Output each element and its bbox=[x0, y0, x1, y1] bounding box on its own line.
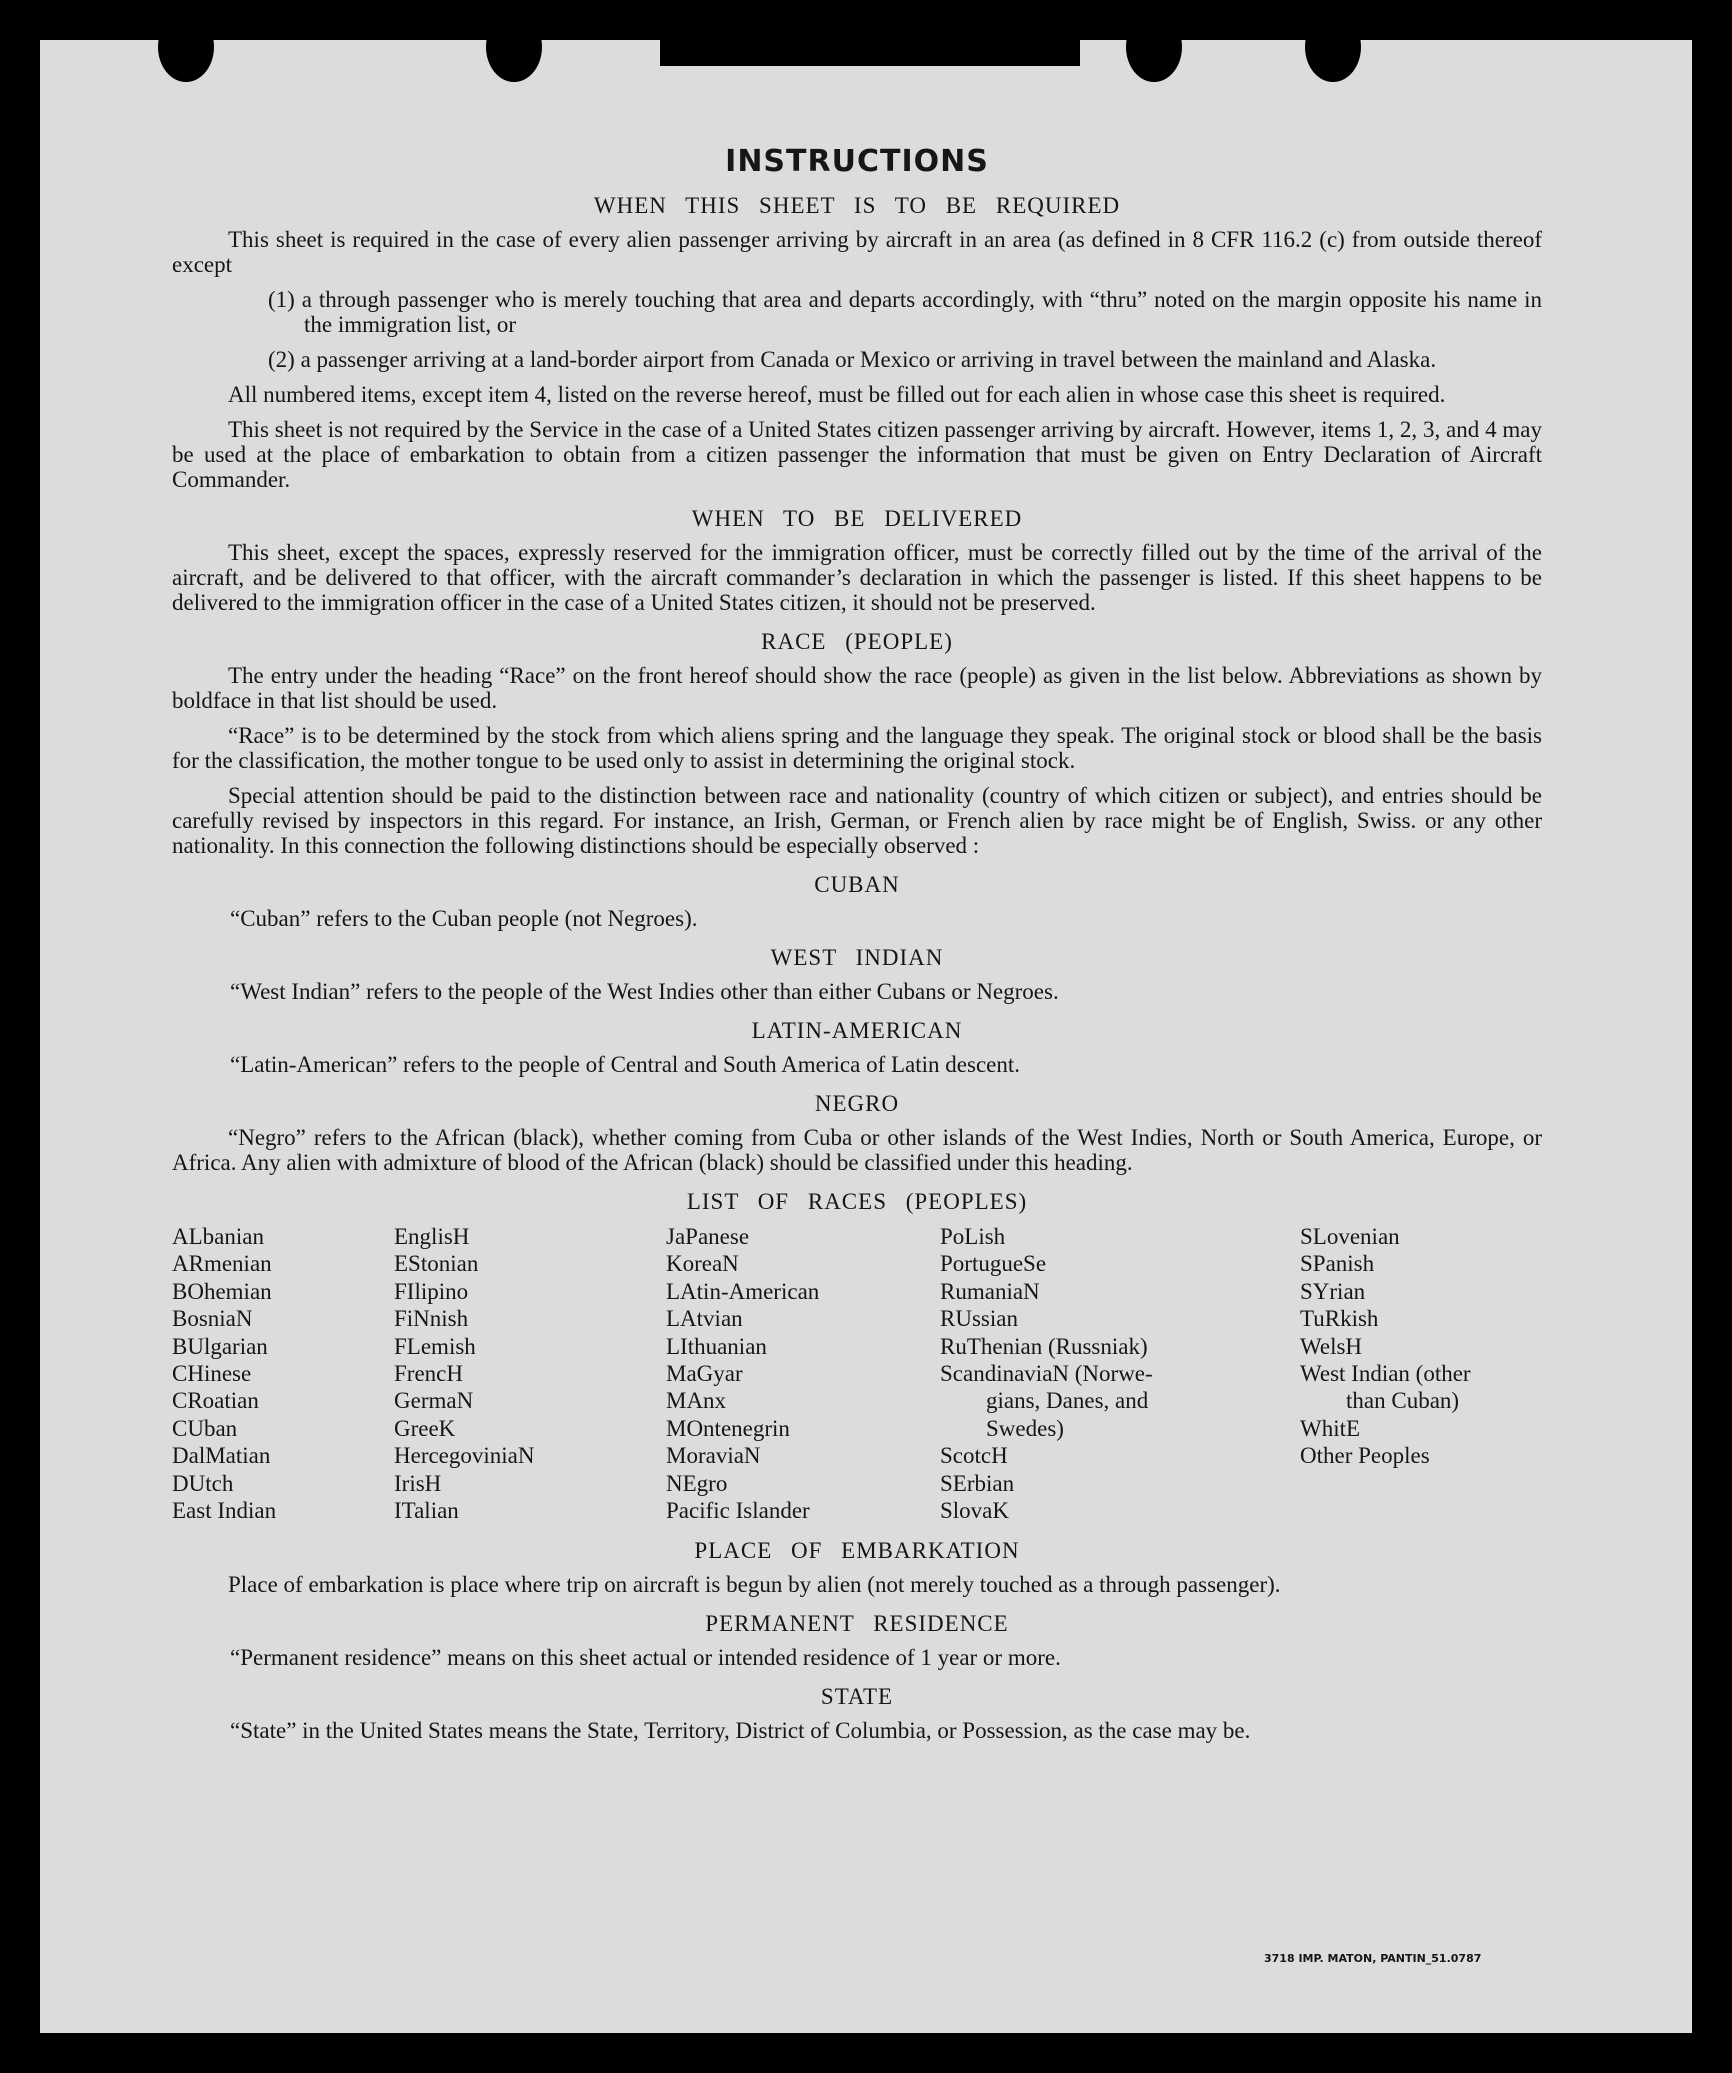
paragraph: Special attention should be paid to the distinction between race and nationality (country of which citizen or subject), and entries should be carefully revised by inspectors in this regard. For instance, an Irish, German, or French alien by race might be of English, Swiss. or any other nationality. In this connection the following distinctions should be especially observed : bbox=[172, 783, 1542, 858]
punch-hole bbox=[486, 40, 542, 82]
race-entry: GreeK bbox=[394, 1415, 456, 1441]
section-heading-race: RACE (PEOPLE) bbox=[761, 629, 953, 654]
race-entry: SPanish bbox=[1300, 1251, 1375, 1277]
paragraph: “Race” is to be determined by the stock from which aliens spring and the language they speak. The original stock or blood shall be the basis for the classification, the mother tongue to be used only to assist in determining the original stock. bbox=[172, 723, 1542, 773]
punch-hole bbox=[158, 40, 214, 82]
section-heading-latin-american: LATIN-AMERICAN bbox=[751, 1018, 963, 1043]
printer-imprint: 3718 IMP. MATON, PANTIN_51.0787 bbox=[1264, 1952, 1482, 1965]
section-heading-negro: NEGRO bbox=[814, 1091, 900, 1116]
punch-hole bbox=[1305, 40, 1361, 82]
race-entry: Swedes) bbox=[986, 1415, 1064, 1441]
section-heading-residence: PERMANENT RESIDENCE bbox=[705, 1611, 1009, 1637]
race-entry: Other Peoples bbox=[1300, 1443, 1430, 1469]
races-column bbox=[172, 1223, 394, 1524]
paragraph: The entry under the heading “Race” on the front hereof should show the race (people) as given in the list below. Abbreviations as shown by boldface in that list should be used. bbox=[172, 663, 1542, 713]
race-entry: West Indian (other bbox=[1300, 1361, 1471, 1387]
races-list bbox=[172, 1223, 1542, 1524]
race-entry: WelsH bbox=[1300, 1333, 1363, 1359]
race-entry: BUlgarian bbox=[172, 1333, 268, 1359]
punch-hole bbox=[1126, 40, 1182, 82]
race-entry: LAtin-American bbox=[666, 1278, 820, 1304]
race-entry: EnglisH bbox=[394, 1224, 470, 1249]
paragraph: This sheet, except the spaces, expressly reserved for the immigration officer, must be correctly filled out by the time of the arrival of the aircraft, and be delivered to that officer, with the aircraft commander’s declaration in which the passenger is listed. If this sheet happens to be delivered to the immigration officer in the case of a United States citizen, it should not be preserved. bbox=[172, 540, 1542, 615]
race-entry: East Indian bbox=[172, 1498, 277, 1524]
torn-edge bbox=[660, 40, 1080, 66]
race-entry: ScotcH bbox=[940, 1443, 1008, 1469]
race-entry: FLemish bbox=[394, 1333, 476, 1359]
section-heading-embarkation: PLACE OF EMBARKATION bbox=[694, 1538, 1020, 1564]
race-entry: NEgro bbox=[666, 1470, 728, 1496]
races-column bbox=[940, 1223, 1300, 1524]
race-entry: RumaniaN bbox=[940, 1278, 1040, 1304]
paragraph: “State” in the United States means the State, Territory, District of Columbia, or Possession, as the case may be. bbox=[230, 1718, 1251, 1744]
race-entry: EStonian bbox=[394, 1251, 479, 1277]
race-entry: SLovenian bbox=[1300, 1224, 1400, 1249]
race-entry: RUssian bbox=[940, 1306, 1018, 1332]
race-entry: MaGyar bbox=[666, 1361, 743, 1387]
race-entry: GermaN bbox=[394, 1388, 474, 1414]
document-sheet bbox=[40, 40, 1692, 2033]
paragraph: “Latin-American” refers to the people of Central and South America of Latin descent. bbox=[230, 1052, 1020, 1077]
race-entry: HercegoviniaN bbox=[394, 1443, 535, 1469]
paragraph: “Permanent residence” means on this sheet actual or intended residence of 1 year or more. bbox=[230, 1645, 1061, 1671]
race-entry: FiNnish bbox=[394, 1306, 469, 1332]
race-entry: DUtch bbox=[172, 1470, 234, 1496]
section-heading-list-of-races: LIST OF RACES (PEOPLES) bbox=[686, 1189, 1028, 1214]
paragraph: “West Indian” refers to the people of the West Indies other than either Cubans or Negroes. bbox=[230, 979, 1059, 1004]
page-title: INSTRUCTIONS bbox=[725, 144, 989, 179]
race-entry: BosniaN bbox=[172, 1306, 253, 1332]
race-entry: SlovaK bbox=[940, 1498, 1009, 1524]
race-entry: MAnx bbox=[666, 1388, 727, 1414]
race-entry: MoraviaN bbox=[666, 1443, 761, 1469]
race-entry: RuThenian (Russniak) bbox=[940, 1333, 1148, 1359]
paragraph: This sheet is not required by the Service in the case of a United States citizen passenger arriving by aircraft. However, items 1, 2, 3, and 4 may be used at the place of embarkation to obtain from a citizen passenger the information that must be given on Entry Declaration of Aircraft Commander. bbox=[172, 417, 1542, 492]
paragraph: Place of embarkation is place where trip on aircraft is begun by alien (not merely touched as a through passenger). bbox=[228, 1572, 1281, 1598]
races-column bbox=[666, 1223, 940, 1524]
race-entry: CRoatian bbox=[172, 1388, 259, 1414]
race-entry: DalMatian bbox=[172, 1443, 271, 1469]
paragraph: “Cuban” refers to the Cuban people (not Negroes). bbox=[230, 906, 698, 931]
race-entry: LAtvian bbox=[666, 1306, 743, 1332]
race-entry: ARmenian bbox=[172, 1251, 272, 1277]
race-entry: IrisH bbox=[394, 1470, 442, 1496]
race-entry: MOntenegrin bbox=[666, 1415, 790, 1441]
section-heading-west-indian: WEST INDIAN bbox=[770, 945, 944, 970]
race-entry: ALbanian bbox=[172, 1224, 264, 1249]
race-entry: TuRkish bbox=[1300, 1306, 1379, 1332]
race-entry: CHinese bbox=[172, 1361, 252, 1387]
race-entry: Pacific Islander bbox=[666, 1498, 810, 1524]
race-entry: FIlipino bbox=[394, 1278, 469, 1304]
section-heading-cuban: CUBAN bbox=[814, 872, 900, 897]
race-entry: LIthuanian bbox=[666, 1333, 767, 1359]
race-entry: JaPanese bbox=[666, 1224, 750, 1249]
race-entry: than Cuban) bbox=[1346, 1388, 1460, 1414]
race-entry: PoLish bbox=[940, 1224, 1006, 1249]
race-entry: KoreaN bbox=[666, 1251, 739, 1277]
list-item: (2) a passenger arriving at a land-border airport from Canada or Mexico or arriving in travel between the mainland and Alaska. bbox=[268, 347, 1437, 372]
race-entry: SYrian bbox=[1300, 1278, 1366, 1304]
race-entry: WhitE bbox=[1300, 1415, 1361, 1441]
section-heading-state: STATE bbox=[820, 1684, 894, 1710]
race-entry: FrencH bbox=[394, 1361, 463, 1387]
paragraph: “Negro” refers to the African (black), whether coming from Cuba or other islands of the West Indies, North or South America, Europe, or Africa. Any alien with admixture of blood of the African (black) should be classified under this heading. bbox=[172, 1125, 1542, 1175]
races-column bbox=[394, 1223, 666, 1524]
section-heading-delivered: WHEN TO BE DELIVERED bbox=[691, 506, 1023, 531]
race-entry: ITalian bbox=[394, 1498, 459, 1524]
race-entry: SErbian bbox=[940, 1470, 1015, 1496]
race-entry: ScandinaviaN (Norwe- bbox=[940, 1361, 1153, 1387]
paragraph: All numbered items, except item 4, listed on the reverse hereof, must be filled out for each alien in whose case this sheet is required. bbox=[228, 382, 1446, 407]
race-entry: BOhemian bbox=[172, 1278, 272, 1304]
races-column bbox=[1300, 1223, 1542, 1524]
page-content bbox=[172, 100, 1542, 1753]
section-heading-required: WHEN THIS SHEET IS TO BE REQUIRED bbox=[593, 193, 1121, 218]
race-entry: CUban bbox=[172, 1415, 238, 1441]
paragraph: This sheet is required in the case of every alien passenger arriving by aircraft in an area (as defined in 8 CFR 116.2 (c) from outside thereof except bbox=[172, 227, 1542, 277]
list-item: (1) a through passenger who is merely touching that area and departs accordingly, with “thru” noted on the margin opposite his name in the immigration list, or bbox=[268, 287, 1542, 337]
race-entry: gians, Danes, and bbox=[986, 1388, 1149, 1414]
race-entry: PortugueSe bbox=[940, 1251, 1047, 1277]
